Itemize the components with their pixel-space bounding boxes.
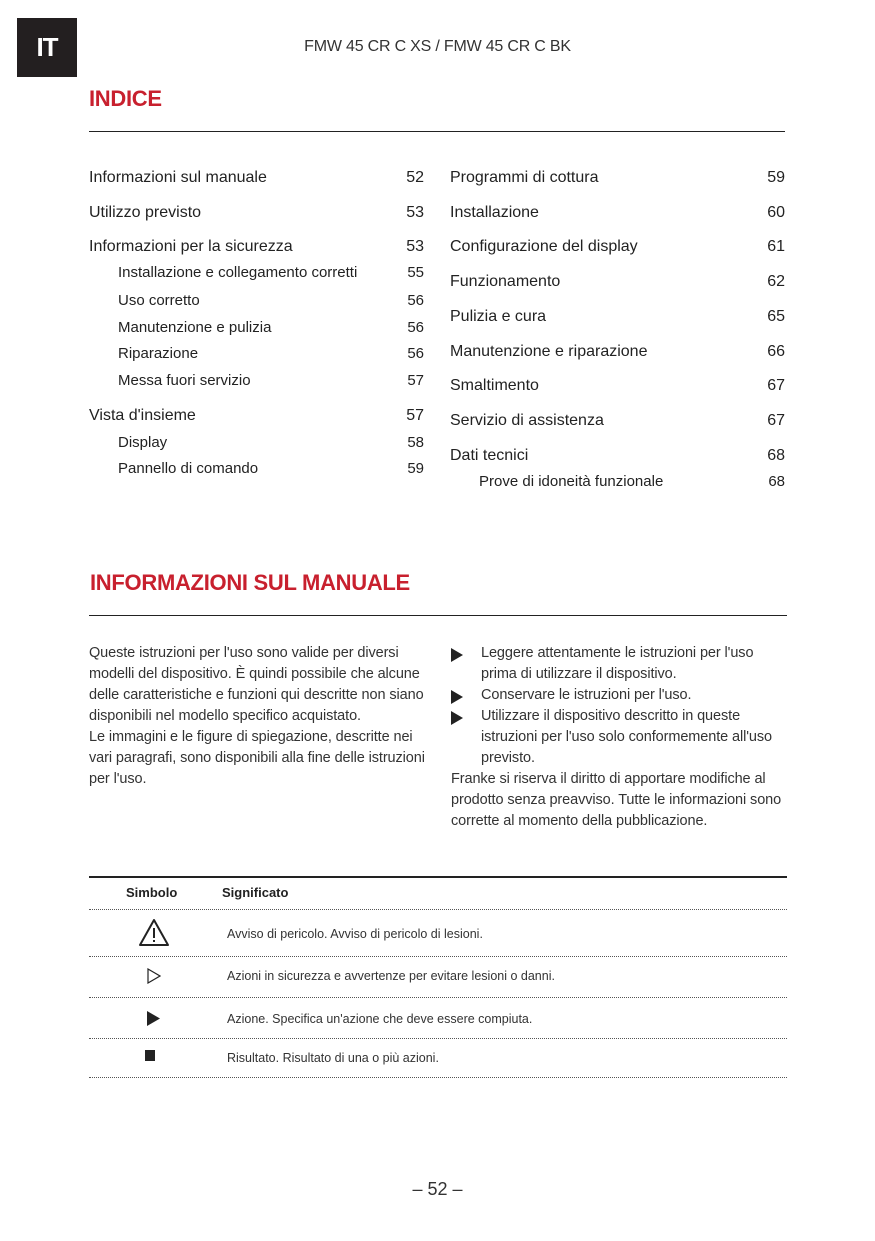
row-divider (89, 956, 787, 957)
toc-entry-label: Programmi di cottura (450, 169, 599, 186)
instructions-text (451, 643, 786, 832)
toc-entry-page: 62 (767, 273, 785, 290)
toc-entry-page: 52 (406, 169, 424, 186)
row-divider (89, 997, 787, 998)
column-header-meaning: Significato (222, 885, 289, 900)
symbol-meaning: Risultato. Risultato di una o più azioni. (227, 1051, 439, 1065)
toc-entry[interactable] (118, 433, 424, 453)
toc-entry[interactable] (450, 446, 785, 466)
toc-entry[interactable] (89, 237, 424, 257)
toc-entry-label: Informazioni per la sicurezza (89, 238, 293, 255)
toc-entry-page: 67 (767, 377, 785, 394)
toc-entry-label: Servizio di assistenza (450, 412, 604, 429)
toc-entry[interactable] (118, 318, 424, 338)
toc-entry-page: 56 (407, 292, 424, 309)
filled-square-icon (145, 1050, 155, 1061)
divider (89, 131, 785, 132)
toc-entry-label: Configurazione del display (450, 238, 638, 255)
index-title: INDICE (89, 86, 162, 111)
toc-entry[interactable] (450, 307, 785, 327)
toc-entry[interactable] (118, 459, 424, 479)
intro-paragraph: Queste istruzioni per l'uso sono valide per diversi modelli del dispositivo. È quindi possibile che alcune delle caratteristiche e funzioni qui descritte non siano disponibili nel modello specifico acquistato. (89, 645, 424, 724)
toc-entry-page: 65 (767, 308, 785, 325)
toc-entry-page: 53 (406, 238, 424, 255)
toc-entry-page: 66 (767, 343, 785, 360)
toc-entry[interactable] (89, 406, 424, 426)
action-triangle-icon (451, 690, 463, 704)
toc-entry[interactable] (479, 472, 785, 492)
toc-entry-page: 55 (407, 264, 424, 281)
bullet-item (451, 685, 786, 706)
divider (89, 615, 787, 616)
action-triangle-icon (451, 711, 463, 725)
model-header: FMW 45 CR C XS / FMW 45 CR C BK (304, 38, 571, 55)
toc-entry-page: 68 (767, 447, 785, 464)
toc-entry-label: Utilizzo previsto (89, 204, 202, 221)
toc-entry-page: 57 (407, 372, 424, 389)
toc-entry[interactable] (118, 291, 424, 311)
toc-entry-page: 56 (407, 319, 424, 336)
bullet-text: Utilizzare il dispositivo descritto in queste istruzioni per l'uso solo conformemente all'uso previsto. (481, 708, 772, 766)
table-top-rule (89, 876, 787, 878)
bullet-text: Leggere attentamente le istruzioni per l'uso prima di utilizzare il dispositivo. (481, 645, 754, 682)
toc-entry-label: Dati tecnici (450, 447, 529, 464)
warning-triangle-icon (138, 918, 170, 953)
toc-entry[interactable] (118, 371, 424, 391)
toc-entry[interactable] (450, 342, 785, 362)
row-divider (89, 909, 787, 910)
toc-entry-label: Manutenzione e riparazione (450, 343, 648, 360)
action-triangle-icon (451, 648, 463, 662)
language-label: IT (36, 32, 58, 62)
toc-entry-label: Funzionamento (450, 273, 561, 290)
toc-entry-page: 59 (767, 169, 785, 186)
toc-entry[interactable] (89, 168, 424, 188)
toc-entry-label: Prove di idoneità funzionale (479, 473, 664, 490)
toc-entry-page: 61 (767, 238, 785, 255)
toc-entry-page: 57 (406, 407, 424, 424)
column-header-symbol: Simbolo (126, 885, 178, 900)
toc-entry-page: 59 (407, 460, 424, 477)
toc-entry[interactable] (450, 203, 785, 223)
bullet-text: Conservare le istruzioni per l'uso. (481, 687, 692, 703)
toc-entry[interactable] (89, 203, 424, 223)
bullet-item (451, 706, 786, 769)
toc-entry[interactable] (450, 168, 785, 188)
toc-entry-label: Installazione (450, 204, 539, 221)
page-number: – 52 – (412, 1179, 463, 1199)
toc-entry-page: 60 (767, 204, 785, 221)
toc-entry[interactable] (118, 344, 424, 364)
toc-entry[interactable] (450, 376, 785, 396)
manual-info-title: INFORMAZIONI SUL MANUALE (90, 570, 410, 595)
toc-entry-label: Smaltimento (450, 377, 539, 394)
toc-entry-label: Manutenzione e pulizia (118, 319, 272, 336)
symbol-meaning: Avviso di pericolo. Avviso di pericolo di lesioni. (227, 927, 483, 941)
toc-entry-label: Riparazione (118, 345, 199, 362)
toc-entry-label: Pannello di comando (118, 460, 259, 477)
disclaimer-paragraph: Franke si riserva il diritto di apportare modifiche al prodotto senza preavviso. Tutte le informazioni sono corrette al momento della pubblicazione. (451, 771, 782, 829)
toc-entry-label: Messa fuori servizio (118, 372, 251, 389)
outline-triangle-icon (147, 968, 161, 989)
toc-entry-label: Pulizia e cura (450, 308, 547, 325)
toc-entry-label: Display (118, 434, 168, 451)
toc-entry-page: 56 (407, 345, 424, 362)
row-divider (89, 1077, 787, 1078)
toc-entry[interactable] (118, 263, 424, 283)
toc-entry-label: Vista d'insieme (89, 407, 196, 424)
toc-entry-page: 68 (768, 473, 785, 490)
row-divider (89, 1038, 787, 1039)
intro-paragraph: Le immagini e le figure di spiegazione, descritte nei vari paragrafi, sono disponibili alla fine delle istruzioni per l'uso. (89, 729, 425, 787)
symbol-meaning: Azione. Specifica un'azione che deve essere compiuta. (227, 1012, 533, 1026)
toc-entry[interactable] (450, 411, 785, 431)
toc-entry-page: 58 (407, 434, 424, 451)
intro-text (89, 643, 429, 790)
bullet-item (451, 643, 786, 685)
toc-entry-page: 67 (767, 412, 785, 429)
toc-entry-label: Uso corretto (118, 292, 200, 309)
toc-entry-label: Informazioni sul manuale (89, 169, 267, 186)
symbol-meaning: Azioni in sicurezza e avvertenze per evitare lesioni o danni. (227, 969, 555, 983)
toc-entry[interactable] (450, 272, 785, 292)
filled-triangle-icon (147, 1011, 161, 1031)
toc-entry[interactable] (450, 237, 785, 257)
toc-entry-label: Installazione e collegamento corretti (118, 264, 358, 281)
toc-entry-page: 53 (406, 204, 424, 221)
